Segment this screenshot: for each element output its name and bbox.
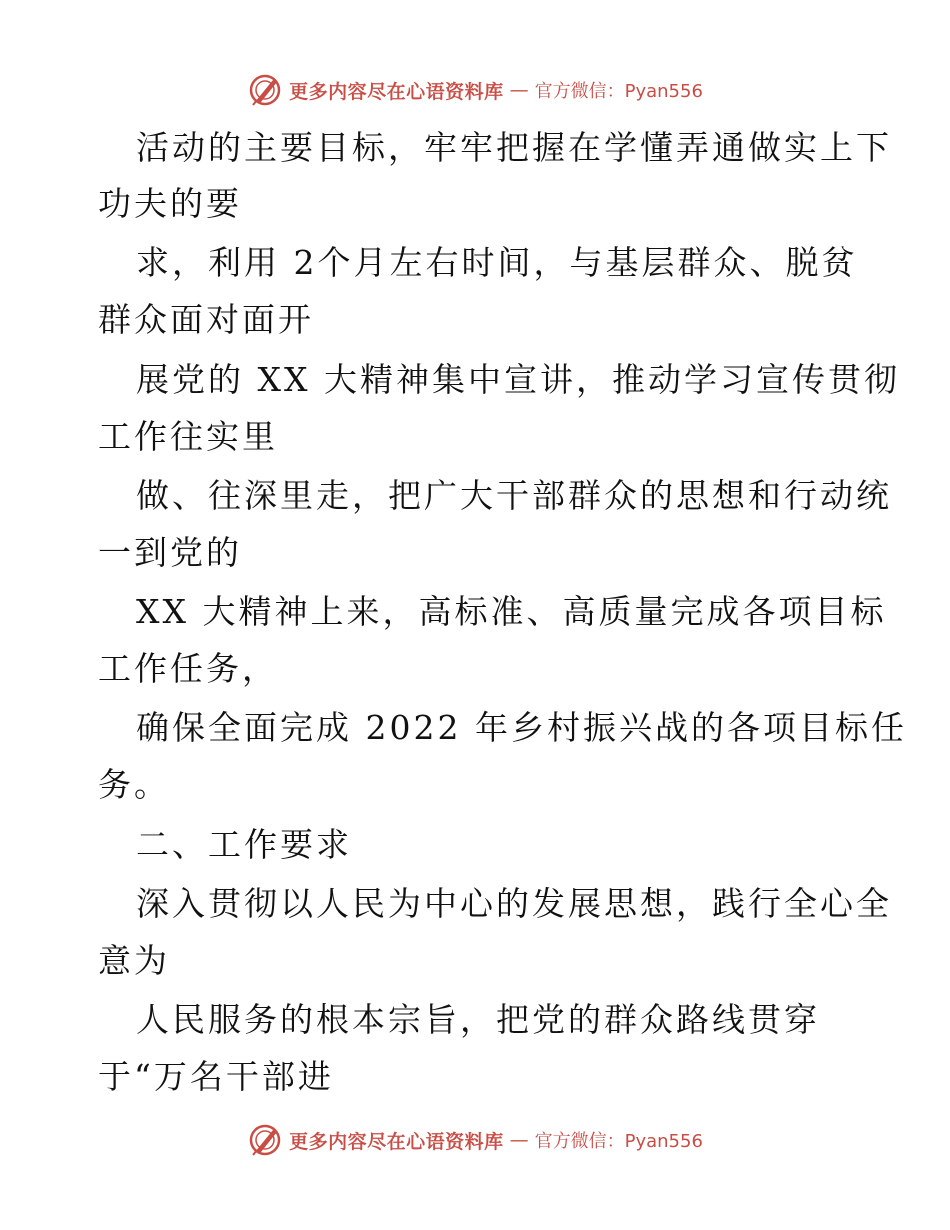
watermark-separator: — bbox=[509, 79, 529, 101]
header-watermark bbox=[0, 70, 950, 110]
body-line: 功夫的要 bbox=[98, 184, 242, 223]
body-line: 求，利用 2个月左右时间，与基层群众、脱贫 bbox=[136, 243, 858, 282]
body-line: 人民服务的根本宗旨，把党的群众路线贯穿 bbox=[136, 1000, 820, 1039]
body-line: XX 大精神上来，高标准、高质量完成各项目标 bbox=[136, 592, 887, 631]
body-line: 做、往深里走，把广大干部群众的思想和行动统 bbox=[136, 476, 892, 515]
watermark-separator: — bbox=[509, 1129, 529, 1151]
watermark-contact: 官方微信：Pyan556 bbox=[534, 1131, 703, 1152]
body-line: 意为 bbox=[98, 941, 170, 980]
body-line: 群众面对面开 bbox=[98, 300, 314, 339]
watermark-text: 更多内容尽在心语资料库 bbox=[289, 80, 504, 103]
body-line: 于“万名干部进 bbox=[98, 1057, 334, 1096]
footer-watermark bbox=[0, 1120, 950, 1160]
section-heading: 二、工作要求 bbox=[136, 825, 352, 864]
body-line: 一到党的 bbox=[98, 533, 242, 572]
quill-circle-logo-icon bbox=[247, 1122, 283, 1158]
body-line: 确保全面完成 2022 年乡村振兴战的各项目标任 bbox=[136, 708, 907, 747]
body-line: 深入贯彻以人民为中心的发展思想，践行全心全 bbox=[136, 884, 892, 923]
body-line: 活动的主要目标，牢牢把握在学懂弄通做实上下 bbox=[136, 128, 892, 167]
body-line: 工作往实里 bbox=[98, 417, 278, 456]
watermark-text: 更多内容尽在心语资料库 bbox=[289, 1130, 504, 1153]
body-line: 工作任务， bbox=[98, 649, 278, 688]
watermark-contact: 官方微信：Pyan556 bbox=[534, 81, 703, 102]
body-line: 展党的 XX 大精神集中宣讲，推动学习宣传贯彻 bbox=[136, 360, 900, 399]
quill-circle-logo-icon bbox=[247, 72, 283, 108]
body-line: 务。 bbox=[98, 765, 170, 804]
